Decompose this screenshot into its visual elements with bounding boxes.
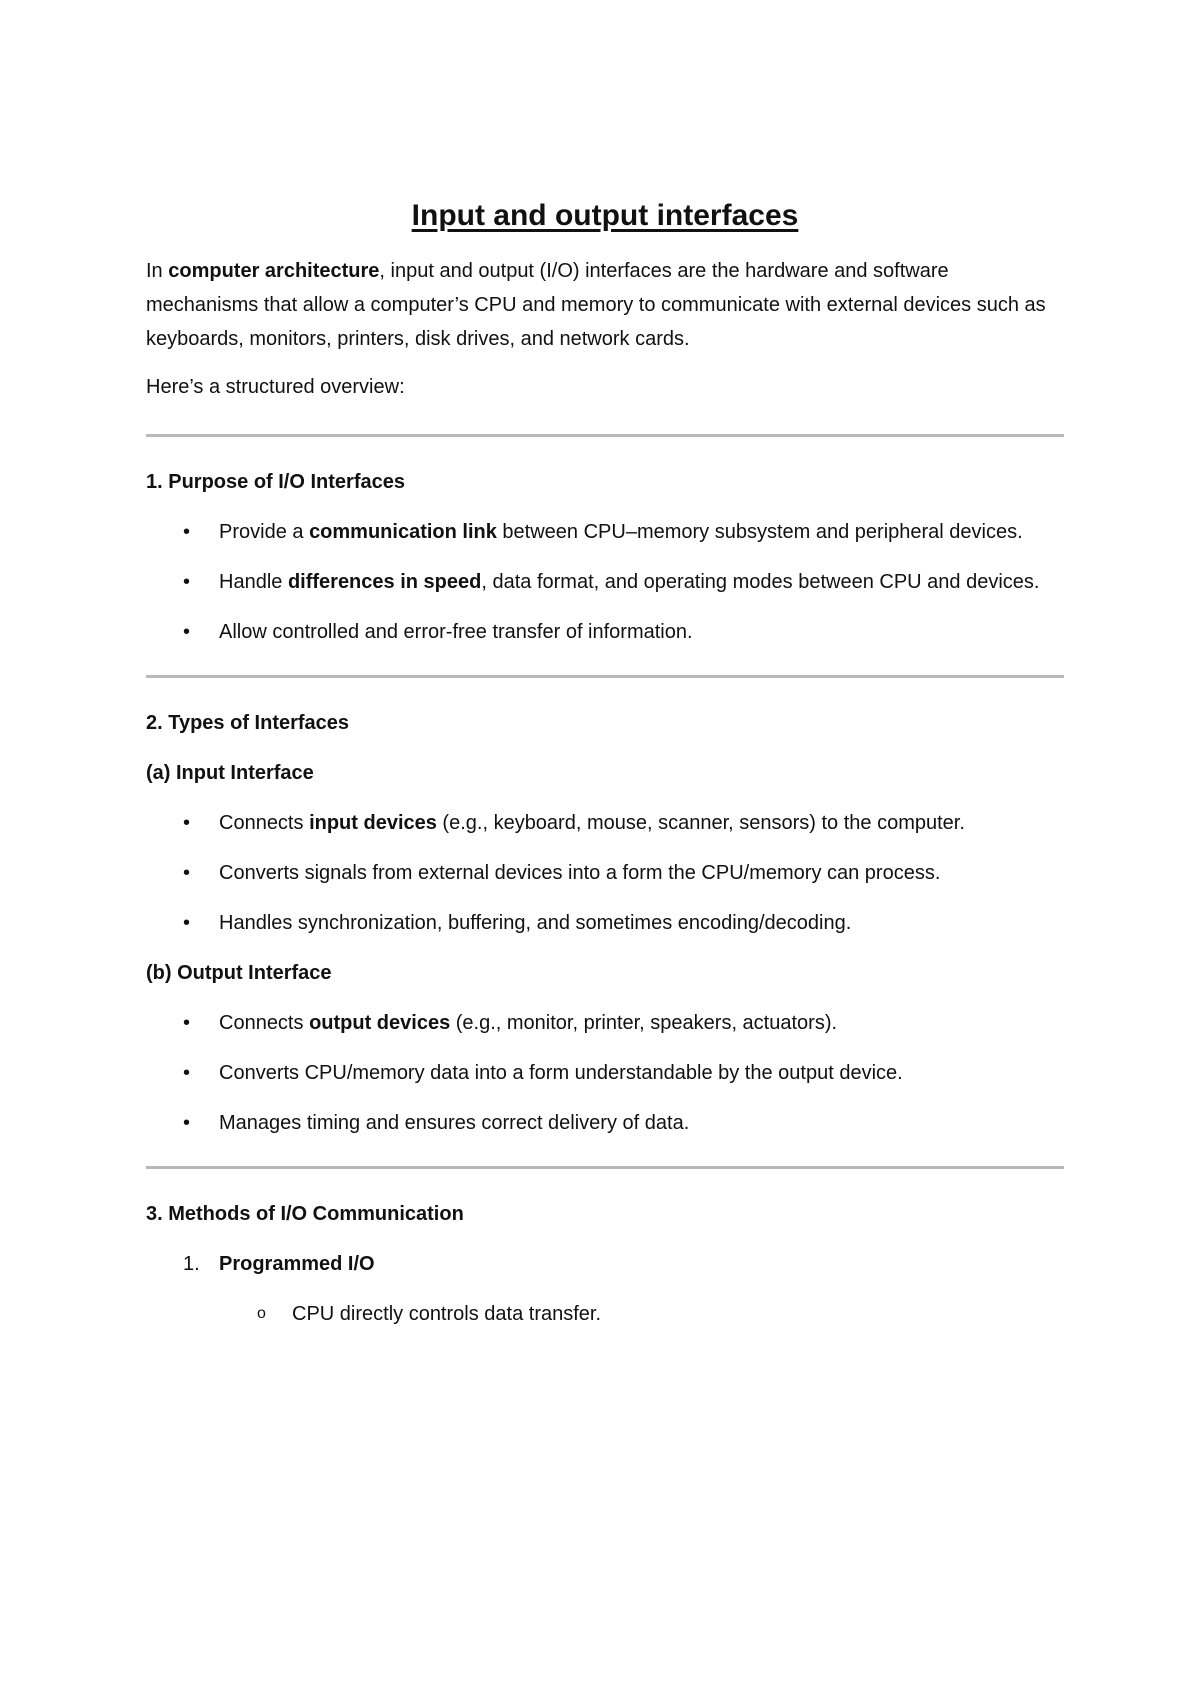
methods-list <box>146 1247 1064 1281</box>
bullet-icon: • <box>183 621 191 643</box>
output-list <box>146 1006 1064 1140</box>
bullet-icon: • <box>183 521 191 543</box>
bullet-icon: • <box>183 912 191 934</box>
item-text: (e.g., keyboard, mouse, scanner, sensors) to the computer. <box>436 812 965 834</box>
programmed-io-sublist <box>146 1297 1064 1331</box>
item-bold: differences in speed <box>287 571 482 593</box>
section-heading-purpose: 1. Purpose of I/O Interfaces <box>146 471 405 493</box>
section-divider <box>146 434 1064 437</box>
intro-bold: computer architecture <box>168 260 380 282</box>
list-item <box>146 806 1064 840</box>
list-item <box>146 906 1064 940</box>
item-text: Connects <box>219 1012 310 1034</box>
item-text: between CPU–memory subsystem and peripheral devices. <box>496 521 1023 543</box>
list-item <box>146 515 1064 549</box>
sub-heading-input: (a) Input Interface <box>146 762 314 784</box>
section-heading-types: 2. Types of Interfaces <box>146 712 350 734</box>
list-item <box>146 856 1064 890</box>
list-item <box>146 1056 1064 1090</box>
item-bold: communication link <box>309 521 497 543</box>
item-text: Handle <box>219 571 288 593</box>
item-text: Handles synchronization, buffering, and sometimes encoding/decoding. <box>219 912 852 934</box>
list-item <box>146 1297 1064 1331</box>
sub-heading-output: (b) Output Interface <box>146 962 332 984</box>
circle-bullet-icon: o <box>257 1305 266 1322</box>
list-item <box>146 565 1064 599</box>
list-item <box>146 1006 1064 1040</box>
list-item <box>146 1247 1064 1281</box>
list-item <box>146 1106 1064 1140</box>
item-bold: input devices <box>309 812 437 834</box>
item-text: CPU directly controls data transfer. <box>292 1303 602 1325</box>
intro-pre: In <box>146 260 169 282</box>
intro-post: , input and output (I/O) interfaces are the hardware and software mechanisms that allow a computer’s CPU and memory to communicate with external devices such as keyboards, monitors, printers, disk drives, and network cards. <box>146 260 1046 350</box>
item-text: Connects <box>219 812 310 834</box>
item-bold: output devices <box>309 1012 451 1034</box>
document-page <box>146 196 1064 1331</box>
section-heading-methods: 3. Methods of I/O Communication <box>146 1203 464 1225</box>
item-text: Provide a <box>219 521 310 543</box>
overview-text: Here’s a structured overview: <box>146 376 405 398</box>
input-list <box>146 806 1064 940</box>
list-item <box>146 615 1064 649</box>
intro-paragraph <box>146 254 1064 356</box>
method-label: Programmed I/O <box>219 1253 375 1275</box>
bullet-icon: • <box>183 1012 191 1034</box>
item-text: Converts CPU/memory data into a form understandable by the output device. <box>219 1062 903 1084</box>
bullet-icon: • <box>183 1062 191 1084</box>
item-number: 1. <box>183 1253 200 1275</box>
bullet-icon: • <box>183 862 191 884</box>
item-text: , data format, and operating modes between CPU and devices. <box>481 571 1040 593</box>
document-title: Input and output interfaces <box>411 199 799 232</box>
purpose-list <box>146 515 1064 649</box>
bullet-icon: • <box>183 812 191 834</box>
item-text: Converts signals from external devices into a form the CPU/memory can process. <box>219 862 941 884</box>
bullet-icon: • <box>183 1112 191 1134</box>
item-text: Manages timing and ensures correct delivery of data. <box>219 1112 690 1134</box>
section-divider <box>146 675 1064 678</box>
bullet-icon: • <box>183 571 191 593</box>
item-text: (e.g., monitor, printer, speakers, actuators). <box>450 1012 838 1034</box>
item-text: Allow controlled and error-free transfer of information. <box>219 621 693 643</box>
section-divider <box>146 1166 1064 1169</box>
